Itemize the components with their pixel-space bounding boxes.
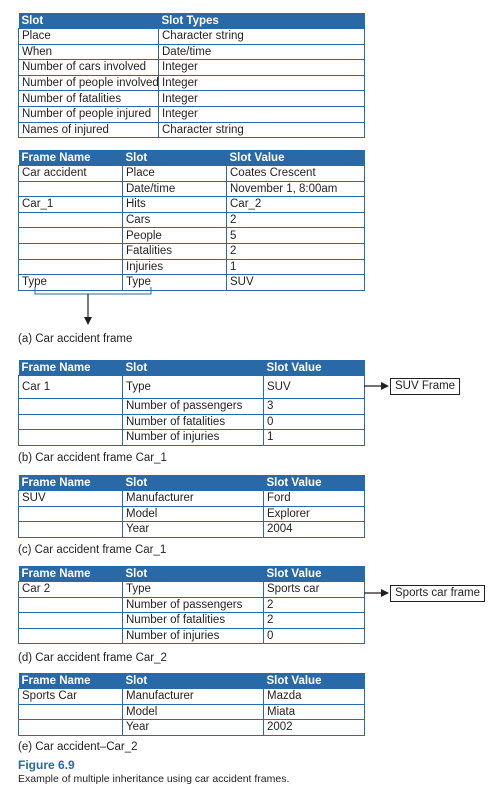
figure-description: Example of multiple inheritance using car accident frames.: [18, 773, 290, 785]
column-header: Frame Name: [19, 475, 123, 491]
table-cell: Sports Car: [19, 689, 123, 705]
caption-c: (c) Car accident frame Car_1: [18, 544, 167, 556]
table-cell: People: [123, 228, 227, 244]
table-cell: 2: [264, 597, 365, 613]
column-header: Frame Name: [19, 150, 123, 166]
caption-d: (d) Car accident frame Car_2: [18, 652, 167, 664]
column-header: Slot Value: [264, 475, 365, 491]
column-header: Slot Value: [264, 673, 365, 689]
table-cell: Place: [123, 166, 227, 182]
table-cell: Number of passengers: [123, 597, 264, 613]
table-cell: 0: [264, 414, 365, 430]
table-cell: Date/time: [159, 44, 365, 60]
table-cell: Manufacturer: [123, 491, 264, 507]
table-cell: Model: [123, 506, 264, 522]
table-cell: Car_1: [19, 197, 123, 213]
table-cell: Date/time: [123, 181, 227, 197]
table-cell: Mazda: [264, 689, 365, 705]
column-header: Slot Value: [227, 150, 365, 166]
table-cell: Number of cars involved: [19, 60, 159, 76]
table-cell: Car accident: [19, 166, 123, 182]
table-cell: 2: [264, 613, 365, 629]
table-cell: Number of fatalities: [19, 91, 159, 107]
table-cell: Integer: [159, 75, 365, 91]
caption-a: (a) Car accident frame: [18, 333, 133, 345]
table-cell: Type: [19, 275, 123, 291]
table-cell: Number of people injured: [19, 106, 159, 122]
column-header: Slot: [123, 475, 264, 491]
table-cell: Car 2: [19, 582, 123, 598]
table-cell: Number of injuries: [123, 628, 264, 644]
suv-frame-link-box: SUV Frame: [390, 378, 460, 395]
column-header: Slot Value: [264, 360, 365, 376]
table-cell: Sports car: [264, 582, 365, 598]
table-cell: Miata: [264, 704, 365, 720]
column-header: Frame Name: [19, 673, 123, 689]
table-cell: Integer: [159, 60, 365, 76]
column-header: Slot Value: [264, 566, 365, 582]
table-cell: Character string: [159, 122, 365, 138]
table-cell: Hits: [123, 197, 227, 213]
table-cell: November 1, 8:00am: [227, 181, 365, 197]
table-cell: Fatalities: [123, 243, 227, 259]
table-cell: Injuries: [123, 259, 227, 275]
table-cell: SUV: [227, 275, 365, 291]
table-cell: Names of injured: [19, 122, 159, 138]
table-cell: Coates Crescent: [227, 166, 365, 182]
column-header: Slot: [19, 13, 159, 29]
column-header: Slot: [123, 360, 264, 376]
table-cell: 5: [227, 228, 365, 244]
table-cell: Year: [123, 720, 264, 736]
table-cell: Character string: [159, 29, 365, 45]
type-bracket-line: [35, 287, 151, 294]
table-cell: Car 1: [19, 376, 123, 399]
table-cell: Ford: [264, 491, 365, 507]
table-cell: Integer: [159, 106, 365, 122]
table-cell: Number of fatalities: [123, 613, 264, 629]
table-cell: Model: [123, 704, 264, 720]
table-cell: Number of people involved: [19, 75, 159, 91]
table-cell: Number of injuries: [123, 430, 264, 446]
table-cell: 3: [264, 399, 365, 415]
table-cell: 2004: [264, 522, 365, 538]
table-cell: Number of fatalities: [123, 414, 264, 430]
column-header: Slot: [123, 673, 264, 689]
table-cell: 0: [264, 628, 365, 644]
table-cell: Car_2: [227, 197, 365, 213]
table-cell: 1: [264, 430, 365, 446]
table-cell: 2: [227, 243, 365, 259]
table-cell: SUV: [19, 491, 123, 507]
caption-b: (b) Car accident frame Car_1: [18, 452, 167, 464]
table-cell: 2002: [264, 720, 365, 736]
table-cell: Place: [19, 29, 159, 45]
figure-title: Figure 6.9: [18, 758, 75, 772]
table-cell: Explorer: [264, 506, 365, 522]
table-cell: Year: [123, 522, 264, 538]
column-header: Slot Types: [159, 13, 365, 29]
column-header: Frame Name: [19, 360, 123, 376]
table-cell: 2: [227, 212, 365, 228]
column-header: Frame Name: [19, 566, 123, 582]
table-cell: SUV: [264, 376, 365, 399]
column-header: Slot: [123, 566, 264, 582]
table-cell: Type: [123, 275, 227, 291]
table-cell: Cars: [123, 212, 227, 228]
column-header: Slot: [123, 150, 227, 166]
table-cell: 1: [227, 259, 365, 275]
table-cell: When: [19, 44, 159, 60]
table-cell: Number of passengers: [123, 399, 264, 415]
sports-car-frame-link-box: Sports car frame: [390, 585, 485, 602]
table-cell: Integer: [159, 91, 365, 107]
table-cell: Manufacturer: [123, 689, 264, 705]
table-cell: Type: [123, 376, 264, 399]
table-cell: Type: [123, 582, 264, 598]
caption-e: (e) Car accident–Car_2: [18, 741, 138, 753]
